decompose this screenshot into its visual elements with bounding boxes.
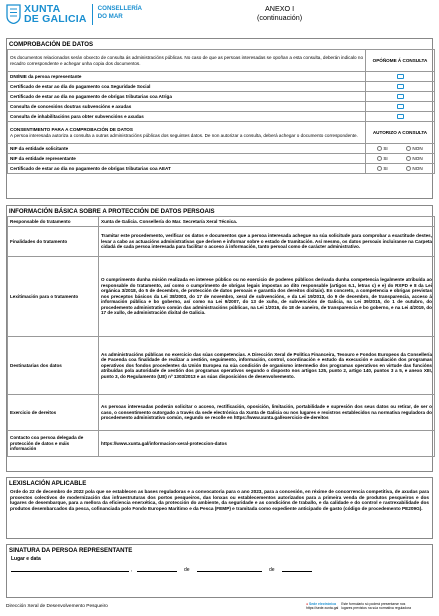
yes-option[interactable]: SI [377,166,387,172]
data-protection-section [6,205,433,472]
consent-item: NIF da entidade representante [8,154,366,164]
signature-section [6,544,433,598]
annex-title: ANEXO I [264,4,295,13]
verification-table [7,49,435,174]
oppose-checkbox[interactable] [397,94,404,100]
protection-label: Contacto coa persoa delegada de protección de datos e máis información [8,431,99,457]
protection-label: Finalidades do tratamento [8,227,99,257]
protection-label: Destinatarias dos datos [8,337,99,395]
consent-block [8,122,366,144]
yes-option[interactable]: SI [377,146,387,152]
verification-item: Certificado de estar ao día do pagamento coa Seguridade Social [8,82,366,92]
verification-item: Consulta de concesións doutras subvencións e axudas [8,102,366,112]
no-option[interactable]: NON [406,146,422,152]
consent-text: A persoa interesada autoriza a consulta a outras administracións públicas dos seguintes datos. De non autorizar a consulta, deberá achegar o documento correspondente. [10,132,358,138]
no-option[interactable]: NON [406,166,422,172]
data-verification-section [6,38,433,199]
month-field[interactable] [197,565,262,572]
galicia-emblem-icon [6,4,21,24]
consent-item: Certificado de estar ao día no pagamento de obrigas tributarias coa AEAT [8,164,366,174]
radio-icon [406,166,411,171]
oppose-checkbox[interactable] [397,114,404,120]
comma-separator: , [131,567,133,573]
logo-line-2: DE GALICIA [24,13,87,25]
oppose-checkbox[interactable] [397,104,404,110]
footer-info [306,602,411,610]
oppose-checkbox[interactable] [397,84,404,90]
de-separator: de [184,567,190,573]
radio-icon [406,156,411,161]
logo-divider [92,4,93,25]
place-date-label: Lugar e data [11,556,41,562]
data-protection-table [7,216,435,457]
department-line-2: DO MAR [97,13,123,20]
annex-heading [257,5,302,22]
protection-label: Responsable do tratamento [8,217,99,227]
verification-item: DNI/NIE da persoa representante [8,72,366,82]
sede-icon: ● [306,602,309,606]
protection-label: Exercicio de dereitos [8,395,99,431]
verification-item: Consulta de inhabilitacións para obter subvencións e axudas [8,112,366,122]
footer-note-1: Este formulario só poderá presentarse nos [341,602,406,606]
radio-icon [377,146,382,151]
section-title: INFORMACIÓN BÁSICA SOBRE A PROTECCIÓN DE DATOS PERSOAIS [9,208,215,215]
authorize-column-header: AUTORIZO A CONSULTA [366,122,435,144]
radio-icon [377,156,382,161]
day-field[interactable] [137,565,177,572]
section-title: COMPROBACIÓN DE DATOS [9,41,94,48]
protection-text: O cumprimento dunha misión realizada en interese público ou no exercicio de poderes públicos derivada dunha competencia legalmente atribuída ao responsable do tratamento, así como o cumprimento de obrigas legais impostas ao dito responsable (artigos 6.1, letras c) e e) do RXPD e 8 da Lei orgánica 3/2018, do 5 de decembro, de protección de datos persoais e garantía dos dereitos dixitais). En concreto, a competencia e obrigas previstas nos preceptos básicos da Lei 38/2003, do 17 de novembro, xeral de subvencións, e da Lei 19/2013, do 9 de decembro, de transparencia, acceso á información pública e bo goberno, así como na Lei 9/2007, do 13 de xuño, de subvencións de Galicia, na Lei 39/2015, do 1 de outubro, do procedemento administrativo común das administracións públicas, na Lei 1/2016, do 18 de xaneiro, de transparencia e bo goberno, e na Lei 4/2019, do 17 de xullo, de administración dixital de Galicia. [99,257,435,337]
oppose-column-header: OPÓÑOME Á CONSULTA [366,50,435,72]
consent-title: CONSENTIMENTO PARA A COMPROBACIÓN DE DATOS [10,126,133,132]
xunta-logo [6,4,142,25]
page-header [6,4,433,34]
section-title: LEXISLACIÓN APLICABLE [9,480,87,487]
protection-label: Lexitimación para o tratamento [8,257,99,337]
consent-item: NIF da entidade solicitante [8,144,366,154]
section-title: SINATURA DA PERSOA REPRESENTANTE [9,547,133,554]
protection-text: As administracións públicas no exercicio das súas competencias. A Dirección Xeral de Política Financeira, Tesouro e Fondos Europeos da Consellería de Facenda coa finalidade de realizar a xestión, seguimento, información, control, coordinación e estudo da execución e avaliación dos programas operativos dos fondos procedentes da Unión Europea na súa condición de organismo intermedio dos programas operativos en virtude das funcións atribuídas pola autoridade de xestión dos programas operativos segundo o disposto nos artigos 125, punto 2, artigo 140, puntos 3 a 5, e anexo XIII, punto 3, do Regulamento (UE) nº 1303/2013 e as súas disposicións de desenvolvemento. [99,337,435,395]
department-line-1: CONSELLERÍA [97,5,143,12]
protection-text: Xunta de Galicia. Consellería do Mar. Secretaría Xeral Técnica. [99,217,435,227]
no-option[interactable]: NON [406,156,422,162]
yes-option[interactable]: SI [377,156,387,162]
verification-intro: Os documentos relacionados serán obxecto de consulta ás administracións públicas. No caso de que as persoas interesadas se opoñan a esta consulta, deberán indicalo no recadro correspondente e achegar unha copia dos documentos. [8,50,366,72]
de-separator: de [269,567,275,573]
footer-note-2: lugares previstos na súa normativa reguladora [341,606,411,610]
protection-text: As persoas interesadas poderán solicitar o acceso, rectificación, oposición, limitación, portabilidade e supresión dos seus datos ou retirar, de ser o caso, o consentimento outorgado a través da sede electrónica da Xunta de Galicia ou nos lugares e rexistros establecidos na normativa reguladora do procedemento administrativo común, segundo se recolle en https://www.xunta.gal/exercicio-de-dereitos [99,395,435,431]
legislation-section [6,477,433,539]
protection-text: Tramitar este procedemento, verificar os datos e documentos que a persoa interesada achegue na súa solicitude para comprobar a exactitude destes, levar a cabo as actuacións administrativas que deriven e informar sobre o estado de tramitación. Así mesmo, os datos persoais incluiranse na Carpeta cidadá de cada persoa interesada para facilitar o acceso á información, tanto persoal como de carácter administrativo. [99,227,435,257]
annex-subtitle: (continuación) [257,12,303,22]
radio-icon [377,166,382,171]
year-field[interactable] [282,565,312,572]
oppose-checkbox[interactable] [397,74,404,80]
sede-url[interactable]: https://sede.xunta.gal [306,606,339,610]
sede-label: ● Sede electrónica [306,602,336,606]
verification-item: Certificado de estar ao día no pagamento de obrigas tributarias coa Atriga [8,92,366,102]
radio-icon [406,146,411,151]
legislation-text: Orde do 22 de decembro de 2022 pola que se establecen as bases reguladoras e a convocatoria para o ano 2023, para a concesión, en réxime de concorrencia competitiva, de axudas para proxectos colectivos de modernización das infraestruturas dos portos pesqueiros, das lonxas ou establecementos autorizados para a primeira venda de produtos pesqueiros e dos lugares de desembarque, para a mellora da eficiencia enerxética, da protección do ambiente, da seguridade e as condicións de traballo, e da calidade e do control e rastrexabilidade dos produtos desembarcados da pesca, cofinanciada polo Fondo Europeo Marítimo e da Pesca (FEMP) e tramitada como expediente anticipado de gasto (código de procedemento PE209G). [10,489,429,512]
protection-link[interactable]: https://www.xunta.gal/informacion-xeral-proteccion-datos [99,431,435,457]
logo-line-1: XUNTA [24,3,61,15]
place-field[interactable] [11,565,129,572]
footer-department: Dirección Xeral de Desenvolvemento Pesqueiro [6,604,108,609]
